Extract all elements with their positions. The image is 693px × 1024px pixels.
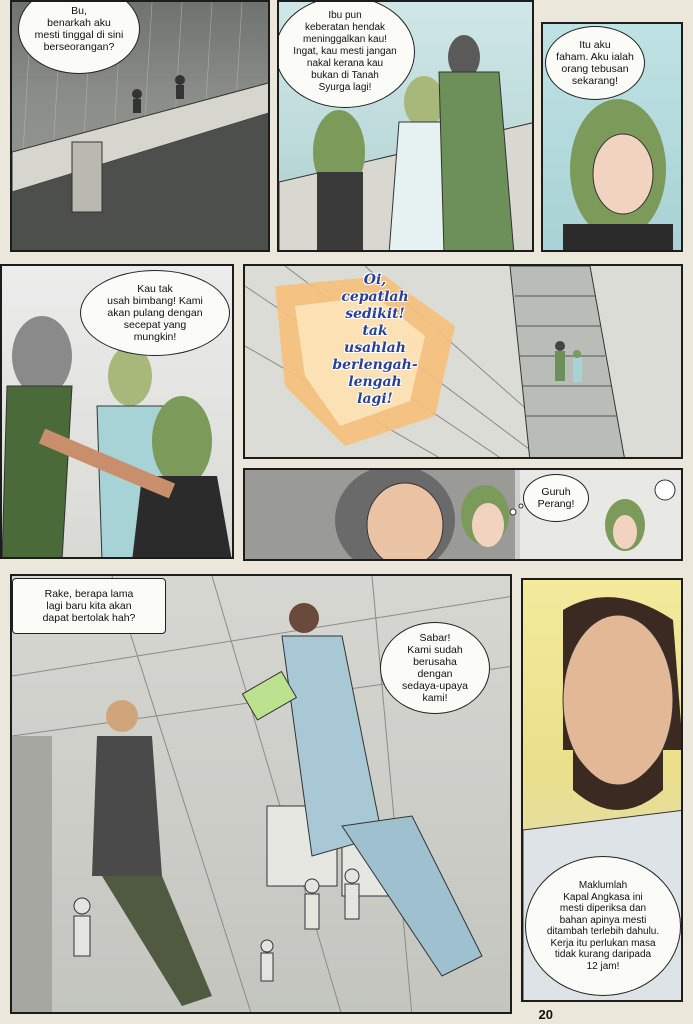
- panel-7-hangar: [10, 574, 512, 1014]
- speech-bubble: Bu, benarkah aku mesti tinggal di sini berseorangan?: [18, 0, 140, 74]
- panel-5-ship-corridor: [243, 264, 683, 459]
- speech-bubble: Ibu pun keberatan hendak meninggalkan kau! Ingat, kau mesti jangan nakal kerana kau bukan di Tanah Syurga lagi!: [277, 0, 415, 108]
- speech-bubble: Maklumlah Kapal Angkasa ini mesti diperiksa dan bahan apinya mesti ditambah terlebih dahulu. Kerja itu perlukan masa tidak kurang daripada 12 jam!: [525, 856, 681, 996]
- panel-4-farewell: [0, 264, 234, 559]
- panel-1-rain-deck: [10, 0, 270, 252]
- panel-8-rake-closeup: [521, 578, 683, 1002]
- sound-effect-shout: Oi, cepatlah sedikit! tak usahlah berlengah- lengah lagi!: [332, 272, 418, 407]
- speech-bubble: Itu aku faham. Aku ialah orang tebusan sekarang!: [545, 26, 645, 100]
- speech-bubble: Kau tak usah bimbang! Kami akan pulang dengan secepat yang mungkin!: [80, 270, 230, 356]
- panel-2-mother-daughter: [277, 0, 534, 252]
- page-number: 20: [538, 1007, 553, 1022]
- shout-bubble: Rake, berapa lama lagi baru kita akan dapat bertolak hah?: [12, 578, 166, 634]
- thunder-war-art: [245, 470, 683, 561]
- panel-6-thunder-war: [243, 468, 683, 561]
- speech-bubble: Sabar! Kami sudah berusaha dengan sedaya-upaya kami!: [380, 622, 490, 714]
- thought-bubble: Guruh Perang!: [523, 474, 589, 522]
- panel-3-girl-closeup: [541, 22, 683, 252]
